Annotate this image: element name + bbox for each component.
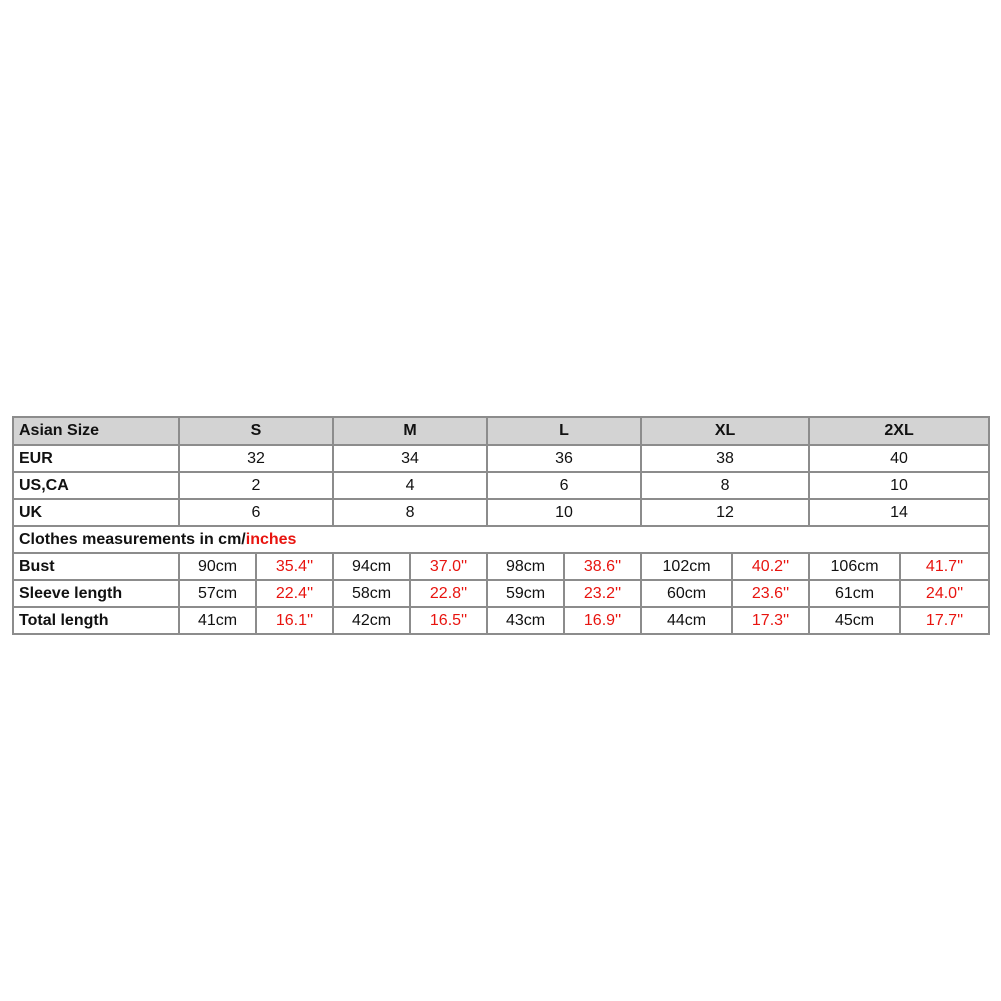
table-row-uk <box>13 499 989 526</box>
size-header-xl: XL <box>641 417 809 445</box>
size-header-s: S <box>179 417 333 445</box>
section-title-prefix: Clothes measurements in cm/ <box>19 530 246 548</box>
table-cell-cm: 45cm <box>809 607 900 634</box>
table-cell-cm: 106cm <box>809 553 900 580</box>
table-cell-cm: 59cm <box>487 580 564 607</box>
table-cell: 8 <box>641 472 809 499</box>
row-label: EUR <box>13 445 179 472</box>
table-cell-inches: 35.4'' <box>256 553 333 580</box>
row-label: Total length <box>13 607 179 634</box>
table-cell: 34 <box>333 445 487 472</box>
table-cell-cm: 61cm <box>809 580 900 607</box>
section-title-highlight: inches <box>245 530 297 548</box>
table-cell: 2 <box>179 472 333 499</box>
table-row-bust <box>13 553 989 580</box>
table-cell: 6 <box>487 472 641 499</box>
table-cell-inches: 16.5'' <box>410 607 487 634</box>
table-cell: 4 <box>333 472 487 499</box>
table-cell-inches: 23.2'' <box>564 580 641 607</box>
table-cell-inches: 38.6'' <box>564 553 641 580</box>
table-cell: 36 <box>487 445 641 472</box>
section-row <box>13 526 989 553</box>
size-header-2xl: 2XL <box>809 417 989 445</box>
table-row-sleeve-length <box>13 580 989 607</box>
table-cell-inches: 17.3'' <box>732 607 809 634</box>
table-cell: 32 <box>179 445 333 472</box>
table-row-eur <box>13 445 989 472</box>
table-cell-cm: 90cm <box>179 553 256 580</box>
table-cell: 12 <box>641 499 809 526</box>
size-header-l: L <box>487 417 641 445</box>
table-row-us-ca <box>13 472 989 499</box>
table-cell: 38 <box>641 445 809 472</box>
table-cell-cm: 60cm <box>641 580 732 607</box>
table-cell-inches: 22.8'' <box>410 580 487 607</box>
table-cell-cm: 44cm <box>641 607 732 634</box>
table-cell: 40 <box>809 445 989 472</box>
header-label: Asian Size <box>13 417 179 445</box>
header-row <box>13 417 989 445</box>
row-label: UK <box>13 499 179 526</box>
table-cell: 6 <box>179 499 333 526</box>
size-header-m: M <box>333 417 487 445</box>
table-cell: 10 <box>809 472 989 499</box>
table-cell: 8 <box>333 499 487 526</box>
table-cell-inches: 24.0'' <box>900 580 989 607</box>
size-chart-table <box>12 416 990 635</box>
table-cell-cm: 58cm <box>333 580 410 607</box>
row-label: Sleeve length <box>13 580 179 607</box>
table-cell-inches: 17.7'' <box>900 607 989 634</box>
table-row-total-length <box>13 607 989 634</box>
table-cell-cm: 98cm <box>487 553 564 580</box>
table-cell: 14 <box>809 499 989 526</box>
row-label: US,CA <box>13 472 179 499</box>
table-cell: 10 <box>487 499 641 526</box>
table-cell-cm: 42cm <box>333 607 410 634</box>
table-cell-cm: 102cm <box>641 553 732 580</box>
table-cell-inches: 22.4'' <box>256 580 333 607</box>
table-cell-inches: 16.1'' <box>256 607 333 634</box>
row-label: Bust <box>13 553 179 580</box>
table-cell-inches: 41.7'' <box>900 553 989 580</box>
table-cell-cm: 57cm <box>179 580 256 607</box>
table-cell-cm: 94cm <box>333 553 410 580</box>
table-cell-inches: 23.6'' <box>732 580 809 607</box>
section-title <box>13 526 989 553</box>
table-cell-cm: 43cm <box>487 607 564 634</box>
table-cell-inches: 16.9'' <box>564 607 641 634</box>
table-cell-cm: 41cm <box>179 607 256 634</box>
table-cell-inches: 40.2'' <box>732 553 809 580</box>
table-cell-inches: 37.0'' <box>410 553 487 580</box>
